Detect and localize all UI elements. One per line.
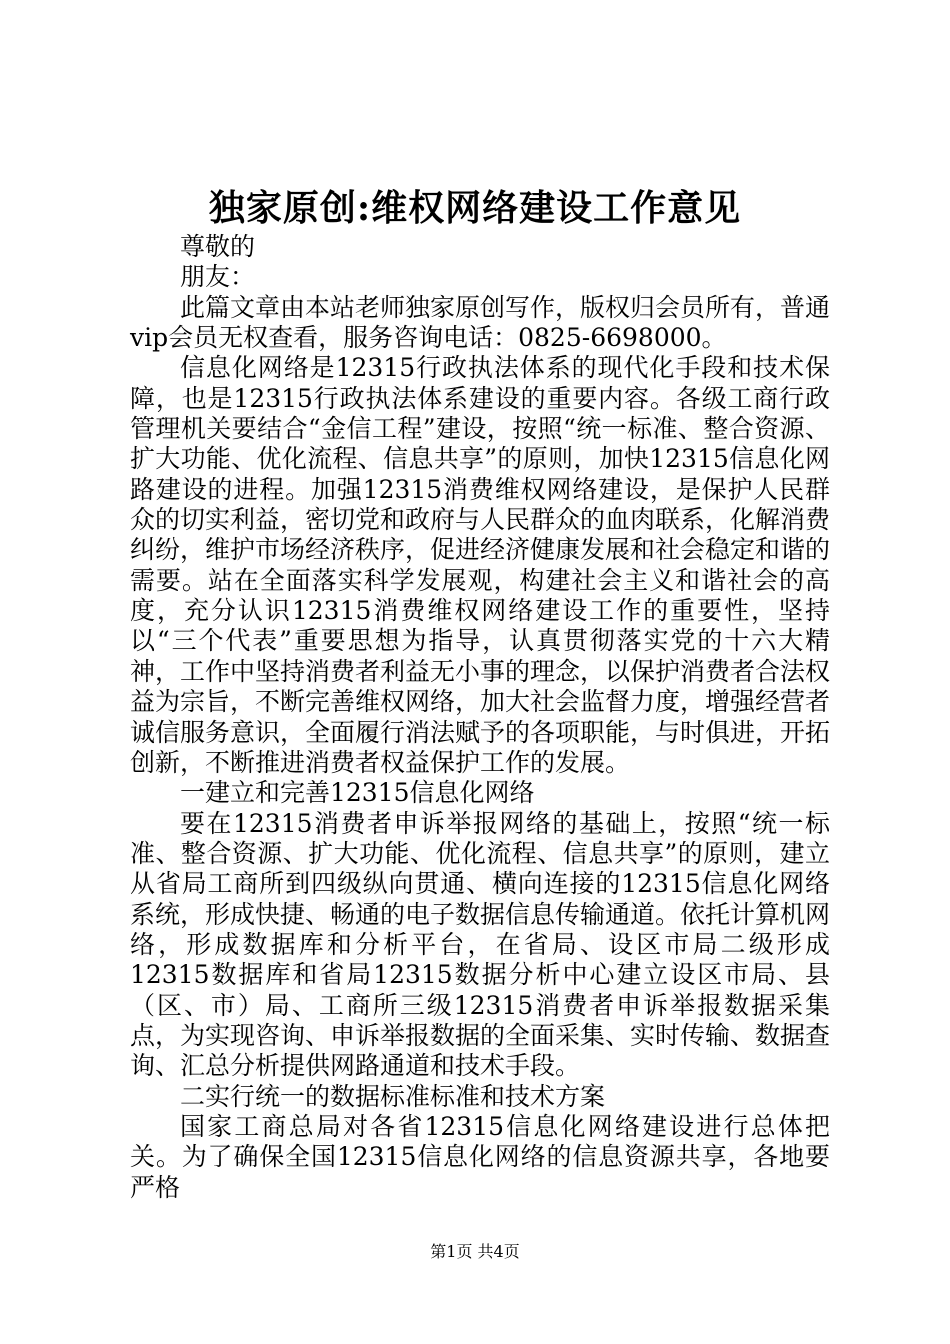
intro-paragraph: 信息化网络是12315行政执法体系的现代化手段和技术保障，也是12315行政执法体系建设的重要内容。各级工商行政管理机关要结合“金信工程”建设，按照“统一标准、整合资源、扩大功能、优化流程、信息共享”的原则，加快12315信息化网路建设的进程。加强12315消费维权网络建设，是保护人民群众的切实利益，密切党和政府与人民群众的血肉联系，化解消费纠纷，维护市场经济秩序，促进经济健康发展和社会稳定和谐的需要。站在全面落实科学发展观，构建社会主义和谐社会的高度，充分认识12315消费维权网络建设工作的重要性，坚持以“三个代表”重要思想为指导，认真贯彻落实党的十六大精神，工作中坚持消费者利益无小事的理念，以保护消费者合法权益为宗旨，不断完善维权网络，加大社会监督力度，增强经营者诚信服务意识，全面履行消法赋予的各项职能，与时俱进，开拓创新，不断推进消费者权益保护工作的发展。 xyxy=(130,353,831,777)
page-number-footer: 第1页 共4页 xyxy=(430,1242,520,1261)
section-heading-2: 二实行统一的数据标准标准和技术方案 xyxy=(180,1081,606,1111)
salutation-line-2: 朋友： xyxy=(180,262,256,292)
section-1-paragraph: 要在12315消费者申诉举报网络的基础上，按照“统一标准、整合资源、扩大功能、优化流程、信息共享”的原则，建立从省局工商所到四级纵向贯通、横向连接的12315信息化网络系统，形成快捷、畅通的电子数据信息传输通道。依托计算机网络，形成数据库和分析平台，在省局、设区市局二级形成12315数据库和省局12315数据分析中心建立设区市局、县（区、市）局、工商所三级12315消费者申诉举报数据采集点，为实现咨询、申诉举报数据的全面采集、实时传输、数据查询、汇总分析提供网路通道和技术手段。 xyxy=(130,808,831,1081)
copyright-notice: 此篇文章由本站老师独家原创写作，版权归会员所有，普通vip会员无权查看，服务咨询电话：0825-6698000。 xyxy=(130,292,831,353)
document-body xyxy=(130,232,830,1203)
section-heading-1: 一建立和完善12315信息化网络 xyxy=(180,778,535,808)
salutation-line-1: 尊敬的 xyxy=(180,232,256,261)
document-title: 独家原创:维权网络建设工作意见 xyxy=(208,187,742,229)
section-2-paragraph: 国家工商总局对各省12315信息化网络建设进行总体把关。为了确保全国12315信息化网络的信息资源共享，各地要严格 xyxy=(130,1111,830,1202)
